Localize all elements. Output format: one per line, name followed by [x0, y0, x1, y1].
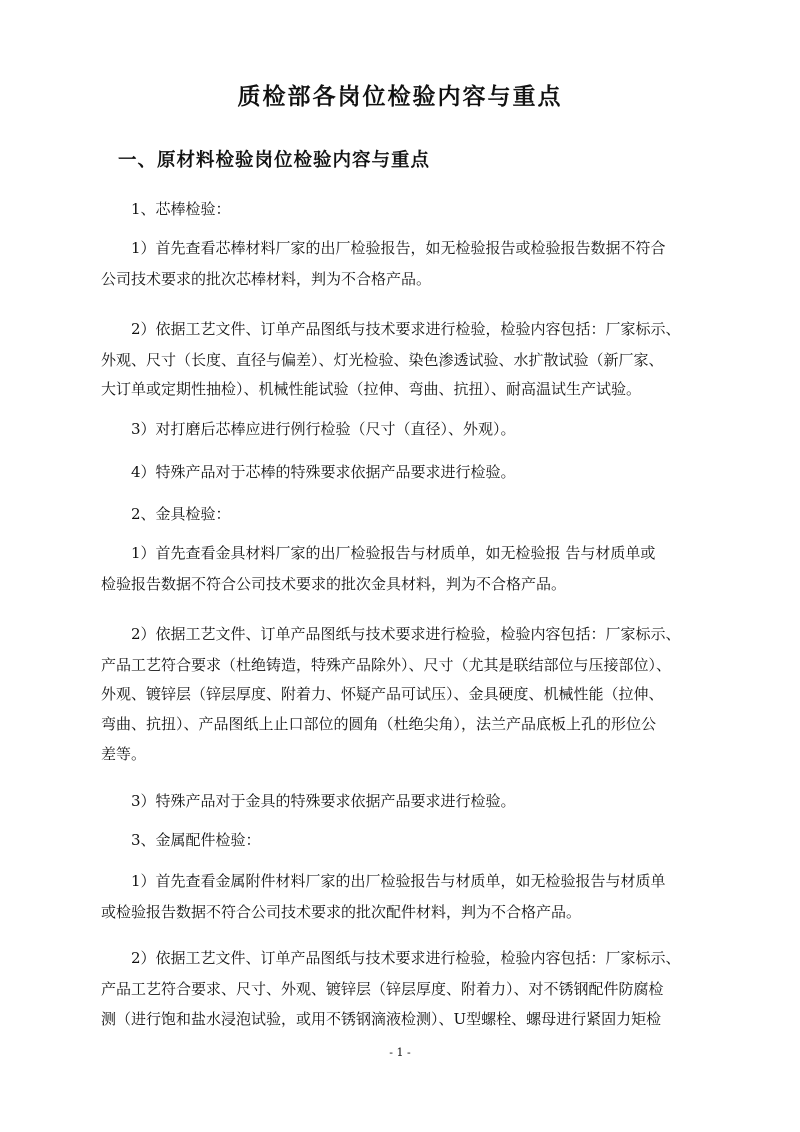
paragraph-line: 2）依据工艺文件、订单产品图纸与技术要求进行检验，检验内容包括：厂家标示、 [131, 625, 681, 643]
paragraph-line: 4）特殊产品对于芯棒的特殊要求依据产品要求进行检验。 [131, 463, 516, 481]
document-title: 质检部各岗位检验内容与重点 [237, 84, 563, 110]
subsection-heading-fittings: 2、金具检验： [131, 505, 231, 523]
paragraph-line: 或检验报告数据不符合公司技术要求的批次配件材料，判为不合格产品。 [101, 903, 582, 921]
paragraph-line: 1）首先查看金具材料厂家的出厂检验报告与材质单，如无检验报 告与材质单或 [131, 544, 656, 562]
paragraph-line: 外观、镀锌层（锌层厚度、附着力、怀疑产品可试压）、金具硬度、机械性能（拉伸、 [101, 685, 664, 703]
paragraph-line: 大订单或定期性抽检）、机械性能试验（拉伸、弯曲、抗扭）、耐高温试生产试验。 [101, 380, 642, 398]
paragraph-line: 外观、尺寸（长度、直径与偏差）、灯光检验、染色渗透试验、水扩散试验（新厂家、 [101, 351, 664, 369]
subsection-heading-metal-accessories: 3、金属配件检验： [131, 831, 261, 849]
subsection-heading-core-rod: 1、芯棒检验： [131, 200, 231, 218]
paragraph-line: 1）首先查看金属附件材料厂家的出厂检验报告与材质单，如无检验报告与材质单 [131, 872, 666, 890]
page-number: - 1 - [389, 1046, 411, 1059]
section-heading: 一、原材料检验岗位检验内容与重点 [118, 150, 431, 171]
paragraph-line: 2）依据工艺文件、订单产品图纸与技术要求进行检验，检验内容包括：厂家标示、 [131, 949, 681, 967]
paragraph-line: 差等。 [101, 745, 147, 763]
paragraph-line: 1）首先查看芯棒材料厂家的出厂检验报告，如无检验报告或检验报告数据不符合 [131, 239, 666, 257]
paragraph-line: 弯曲、抗扭）、产品图纸上止口部位的圆角（杜绝尖角），法兰产品底板上孔的形位公 [101, 715, 657, 733]
paragraph-line: 产品工艺符合要求、尺寸、外观、镀锌层（锌层厚度、附着力）、对不锈钢配件防腐检 [101, 980, 664, 998]
paragraph-line: 测（进行饱和盐水浸泡试验，或用不锈钢滴液检测）、U型螺栓、螺母进行紧固力矩检 [101, 1010, 662, 1028]
paragraph-line: 2）依据工艺文件、订单产品图纸与技术要求进行检验，检验内容包括：厂家标示、 [131, 320, 681, 338]
paragraph-line: 检验报告数据不符合公司技术要求的批次金具材料，判为不合格产品。 [101, 575, 567, 593]
paragraph-line: 3）特殊产品对于金具的特殊要求依据产品要求进行检验。 [131, 792, 516, 810]
paragraph-line: 公司技术要求的批次芯棒材料，判为不合格产品。 [101, 270, 432, 288]
paragraph-line: 产品工艺符合要求（杜绝铸造，特殊产品除外）、尺寸（尤其是联结部位与压接部位）、 [101, 656, 672, 674]
paragraph-line: 3）对打磨后芯棒应进行例行检验（尺寸（直径）、外观）。 [131, 420, 516, 438]
